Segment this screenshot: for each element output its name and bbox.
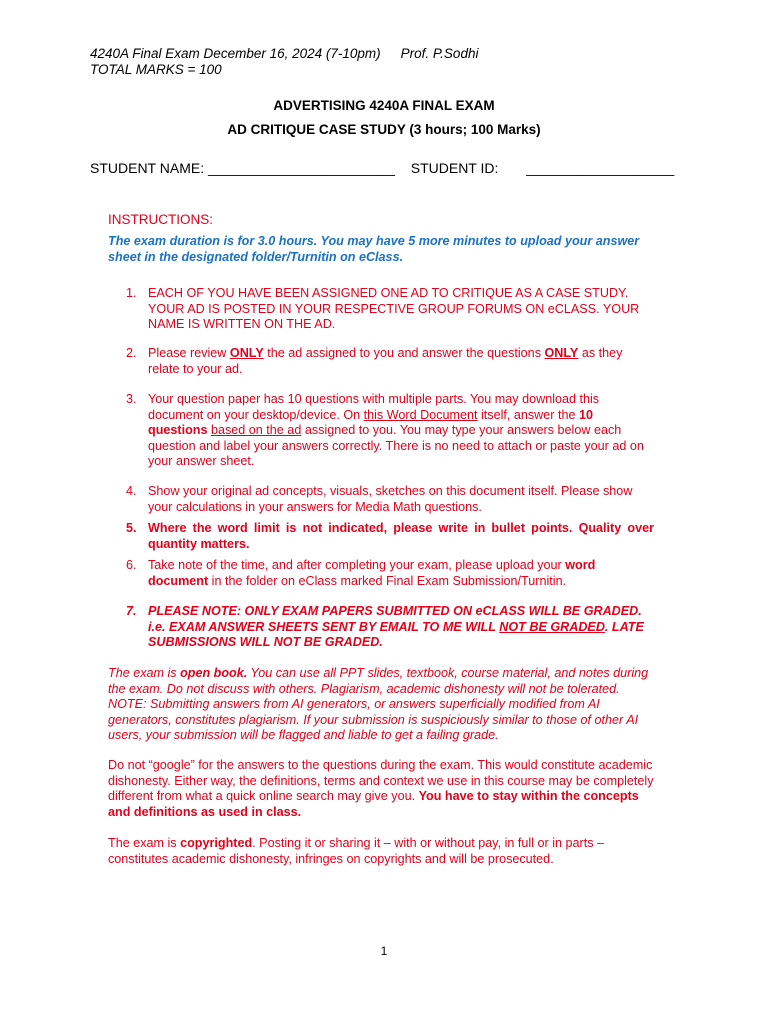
emphasis-only: ONLY: [544, 346, 579, 360]
item-text: [148, 558, 654, 589]
underlined-text: this Word Document: [363, 407, 478, 422]
bold-text: You have to stay within the concepts and definitions as used in class.: [108, 789, 639, 819]
item-number: 1.: [126, 286, 137, 300]
instructions-heading: INSTRUCTIONS:: [108, 212, 214, 227]
total-marks: TOTAL MARKS = 100: [90, 62, 222, 77]
item-number: 7.: [126, 604, 137, 618]
item-number: 3.: [126, 392, 137, 406]
instruction-item-6: [126, 558, 654, 589]
page-number: 1: [380, 944, 388, 958]
emphasis-only: ONLY: [229, 346, 264, 360]
text-run: in the folder on eClass marked Final Exam Submission/Turnitin.: [208, 573, 567, 588]
underlined-text: based on the ad: [210, 423, 302, 438]
text-run: itself, answer the: [477, 407, 579, 422]
no-google-paragraph: [108, 758, 660, 820]
instruction-item-1: [126, 286, 654, 333]
item-text: Where the word limit is not indicated, please write in bullet points. Quality over quantity matters.: [148, 521, 654, 551]
bold-text: 10 questions: [148, 407, 593, 438]
text-run: as they relate to your ad.: [148, 346, 623, 376]
exam-title: ADVERTISING 4240A FINAL EXAM: [273, 98, 495, 113]
text-run: The exam is: [108, 666, 181, 680]
item-text: Show your original ad concepts, visuals, sketches on this document itself. Please show your calculations in your answers for Media Math questions.: [148, 484, 633, 514]
text-run: Do not “google” for the answers to the questions during the exam. This would constitute academic dishonesty. Either way, the definitions, terms and context we use in this course may be completely different from what a quick online search may give you.: [108, 758, 654, 804]
professor-name: Prof. P.Sodhi: [400, 46, 479, 61]
item-number: 5.: [126, 521, 137, 535]
text-run: assigned to you. You may type your answers below each question and label your answers correctly. There is no need to attach or paste your ad on your answer sheet.: [148, 423, 644, 469]
item-text: [148, 346, 654, 377]
item-number: 4.: [126, 484, 137, 498]
instruction-item-4: [126, 484, 654, 515]
text-run: . LATE SUBMISSIONS WILL NOT BE GRADED.: [148, 619, 644, 650]
text-run: the ad assigned to you and answer the questions: [263, 346, 545, 360]
student-info-line: [90, 160, 674, 176]
item-number: 2.: [126, 346, 137, 360]
text-run: Please review: [148, 346, 230, 360]
instruction-item-3: [126, 392, 654, 470]
text-run: The exam is: [108, 836, 181, 850]
student-id-label: STUDENT ID:: [410, 160, 499, 176]
student-id-blank[interactable]: ___________________: [526, 160, 675, 176]
bold-text: copyrighted: [180, 836, 253, 850]
item-text: [148, 604, 654, 651]
instruction-item-7: [126, 604, 654, 651]
copyright-paragraph: [108, 836, 660, 867]
text-run: Take note of the time, and after completing your exam, please upload your: [148, 558, 566, 572]
exam-subtitle: AD CRITIQUE CASE STUDY (3 hours; 100 Marks): [227, 122, 541, 137]
exam-duration-note: The exam duration is for 3.0 hours. You may have 5 more minutes to upload your answer sheet in the designated folder/Turnitin on eClass.: [108, 234, 640, 264]
bold-text: word document: [148, 558, 596, 588]
text-run: You can use all PPT slides, textbook, course material, and notes during the exam. Do not discuss with others. Plagiarism, academic dishonesty will not be tolerated. NOTE: Submitting answers from AI generators, or answers superficially modified from AI generators, constitutes plagiarism. If your submission is suspiciously similar to those of other AI users, your submission will be flagged and liable to get a failing grade.: [108, 666, 649, 743]
instruction-item-5: [126, 521, 654, 552]
exam-header: [90, 46, 478, 61]
underlined-text: NOT BE GRADED: [499, 619, 605, 634]
student-name-label: STUDENT NAME:: [90, 160, 205, 176]
bold-text: open book.: [180, 666, 248, 680]
item-number: 6.: [126, 558, 137, 572]
exam-date-line: 4240A Final Exam December 16, 2024 (7-10pm): [90, 46, 381, 61]
text-run: PLEASE NOTE: ONLY EXAM PAPERS SUBMITTED ON eCLASS WILL BE GRADED. i.e. EXAM ANSWER SHEETS SENT BY EMAIL TO ME WILL: [148, 604, 642, 634]
instruction-item-2: [126, 346, 654, 377]
item-text: EACH OF YOU HAVE BEEN ASSIGNED ONE AD TO CRITIQUE AS A CASE STUDY. YOUR AD IS POSTED IN YOUR RESPECTIVE GROUP FORUMS ON eCLASS. YOUR NAME IS WRITTEN ON THE AD.: [148, 286, 640, 332]
text-run: Your question paper has 10 questions with multiple parts. You may download this document on your desktop/device. On: [148, 392, 600, 422]
open-book-paragraph: [108, 666, 660, 744]
text-run: . Posting it or sharing it – with or without pay, in full or in parts – constitutes academic dishonesty, infringes on copyrights and will be prosecuted.: [108, 836, 605, 866]
student-name-blank[interactable]: ________________________: [207, 160, 395, 176]
item-text: [148, 392, 654, 470]
